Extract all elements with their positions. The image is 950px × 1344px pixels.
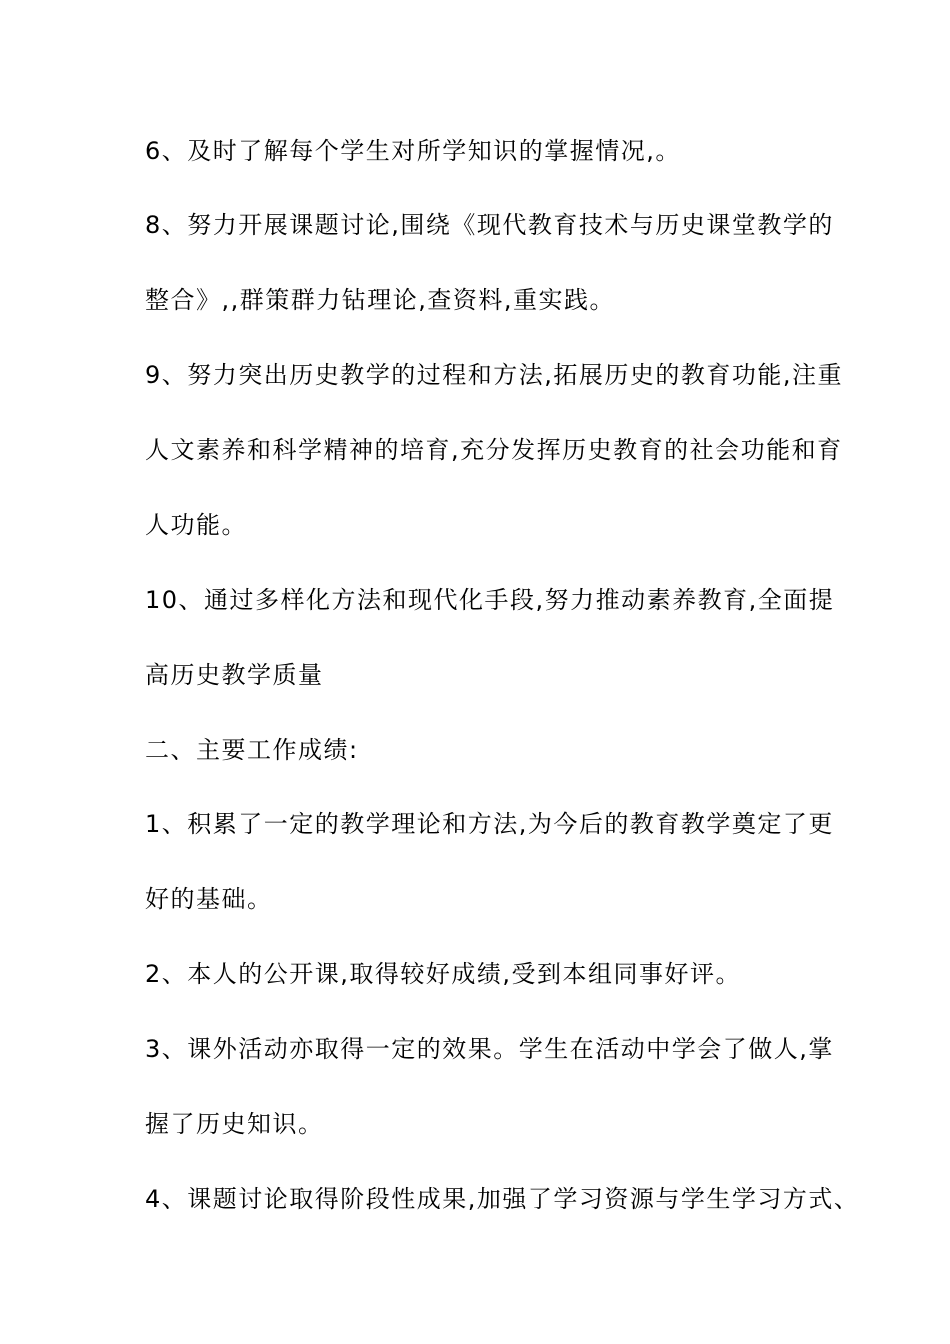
section-heading: 二、主要工作成绩: [145,736,359,764]
text-line: 4、课题讨论取得阶段性成果,加强了学习资源与学生学习方式、 [145,1185,860,1213]
text-line: 整合》,,群策群力钻理论,查资料,重实践。 [145,286,616,314]
text-line: 1、积累了一定的教学理论和方法,为今后的教育教学奠定了更 [145,810,834,838]
text-line: 3、课外活动亦取得一定的效果。学生在活动中学会了做人,掌 [145,1035,834,1063]
text-line: 9、努力突出历史教学的过程和方法,拓展历史的教育功能,注重 [145,361,844,389]
text-line: 好的基础。 [145,885,273,913]
text-line: 高历史教学质量 [145,661,324,689]
text-line: 人功能。 [145,511,247,539]
text-line: 10、通过多样化方法和现代化手段,努力推动素养教育,全面提 [145,586,835,614]
text-line: 2、本人的公开课,取得较好成绩,受到本组同事好评。 [145,960,742,988]
text-line: 握了历史知识。 [145,1110,324,1138]
text-line: 6、及时了解每个学生对所学知识的掌握情况,。 [145,137,681,165]
text-line: 8、努力开展课题讨论,围绕《现代教育技术与历史课堂教学的 [145,211,834,239]
text-line: 人文素养和科学精神的培育,充分发挥历史教育的社会功能和育 [145,436,843,464]
